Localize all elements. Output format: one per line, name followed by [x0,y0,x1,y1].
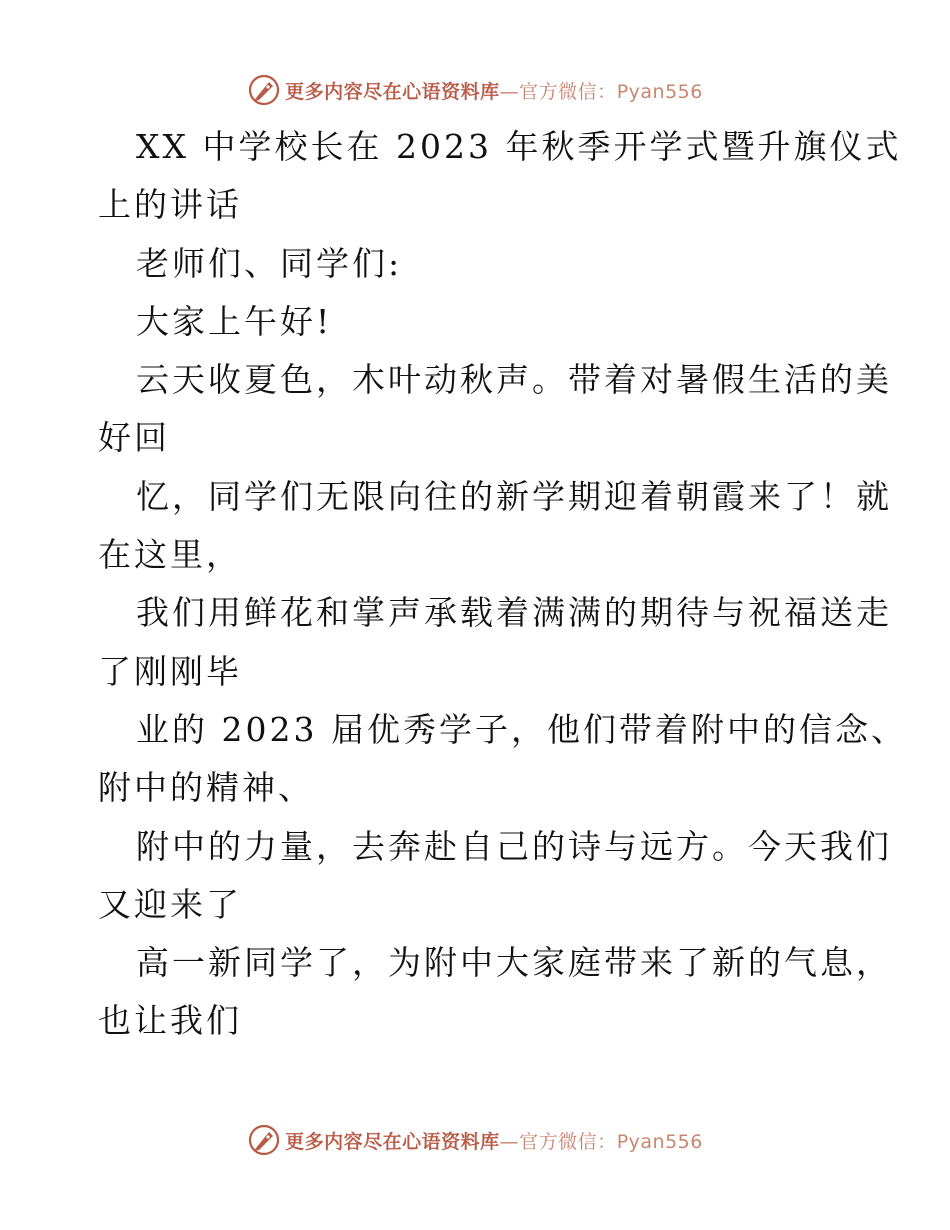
document-body [98,118,907,1051]
footer-official: 官方微信： [519,1130,617,1153]
paragraph-line: 又迎来了 [98,884,242,924]
paragraph-line: 附中的力量，去奔赴自己的诗与远方。今天我们 [136,826,892,866]
paragraph-line: 也让我们 [98,1001,242,1041]
footer-wechat-id: Pyan556 [616,1130,703,1153]
header-banner-text [285,77,703,104]
footer-dash: — [499,1130,520,1153]
pen-nib-circle-icon [247,73,281,107]
header-wechat-id: Pyan556 [616,80,703,103]
paragraph-line: 高一新同学了，为附中大家庭带来了新的气息， [136,943,892,983]
pen-nib-circle-icon [247,1123,281,1157]
header-banner [0,70,950,110]
header-dash: — [499,80,520,103]
paragraph-line: 我们用鲜花和掌声承载着满满的期待与祝福送走 [136,593,892,633]
header-brand: 更多内容尽在心语资料库 [285,80,500,103]
paragraph-line: 在这里， [98,535,242,575]
paragraph-line: 附中的精神、 [98,768,314,808]
paragraph-line: 上的讲话 [98,185,242,225]
footer-brand: 更多内容尽在心语资料库 [285,1130,500,1153]
paragraph-line: XX 中学校长在 2023 年秋季开学式暨升旗仪式 [136,127,902,166]
paragraph-line: 好回 [98,418,170,458]
paragraph-line: 老师们、同学们: [136,243,403,283]
paragraph-line: 大家上午好! [136,301,333,341]
paragraph-line: 业的 2023 届优秀学子，他们带着附中的信念、 [136,709,907,749]
footer-banner [0,1120,950,1160]
header-official: 官方微信： [519,80,617,103]
paragraph-line: 云天收夏色，木叶动秋声。带着对暑假生活的美 [136,360,892,400]
paragraph-line: 忆，同学们无限向往的新学期迎着朝霞来了！就 [136,476,892,516]
paragraph-line: 了刚刚毕 [98,651,242,691]
footer-banner-text [285,1127,703,1154]
